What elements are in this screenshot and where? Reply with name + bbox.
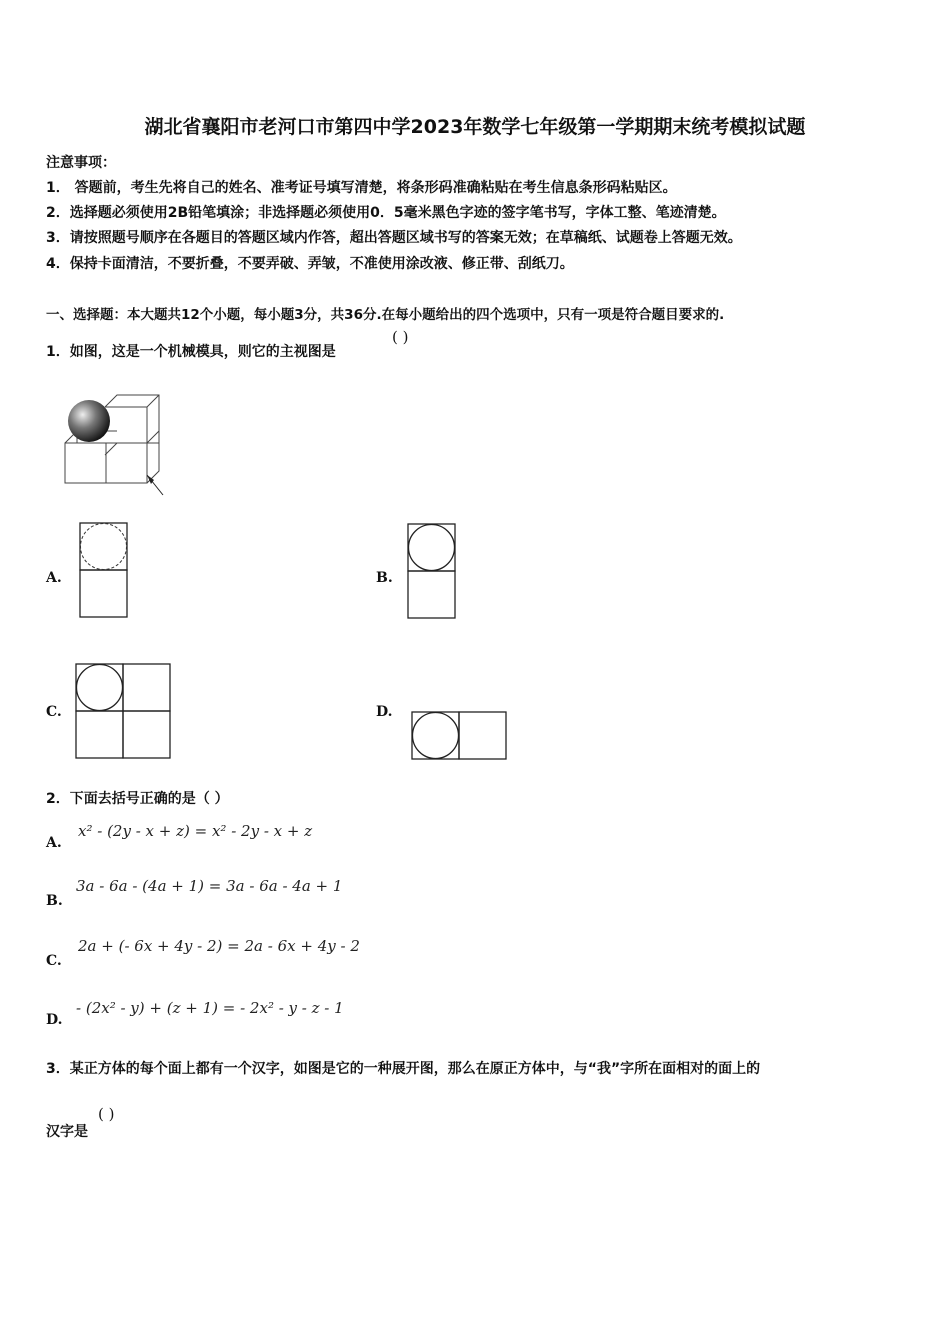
q1-option-a-figure xyxy=(78,521,130,619)
q3-answer-paren: ( ) xyxy=(98,1105,115,1123)
notice-item: 2．选择题必须使用2B铅笔填涂；非选择题必须使用0．5毫米黑色字迹的签字笔书写，字体工整、笔迹清楚。 xyxy=(46,205,726,221)
notice-item: 1． 答题前，考生先将自己的姓名、准考证号填写清楚，将条形码准确粘贴在考生信息条形码粘贴区。 xyxy=(46,180,677,196)
q1-mold-figure xyxy=(55,385,175,505)
q2-option-a-expr: x² - (2y - x + z) = x² - 2y - x + z xyxy=(78,822,313,840)
q1-option-b-label: B. xyxy=(376,570,393,586)
q3-stem-continued: 汉字是 xyxy=(46,1124,88,1140)
q1-option-a-label: A. xyxy=(46,570,62,586)
notice-item: 4．保持卡面清洁，不要折叠，不要弄破、弄皱，不准使用涂改液、修正带、刮纸刀。 xyxy=(46,256,574,272)
q2-option-c-label: C. xyxy=(46,953,62,969)
q2-option-b-expr: 3a - 6a - (4a + 1) = 3a - 6a - 4a + 1 xyxy=(76,877,343,895)
q1-option-c-label: C. xyxy=(46,704,62,720)
q1-option-b-figure xyxy=(406,522,458,620)
q2-stem: 2．下面去括号正确的是（ ） xyxy=(46,791,229,807)
section-heading: 一、选择题：本大题共12个小题，每小题3分，共36分.在每小题给出的四个选项中，只有一项是符合题目要求的. xyxy=(46,307,725,323)
q3-stem: 3．某正方体的每个面上都有一个汉字，如图是它的一种展开图，那么在原正方体中，与“我”字所在面相对的面上的 xyxy=(46,1061,761,1077)
q1-option-c-figure xyxy=(74,662,173,760)
q2-option-d-expr: - (2x² - y) + (z + 1) = - 2x² - y - z - 1 xyxy=(76,999,344,1017)
q1-option-d-label: D. xyxy=(376,704,393,720)
notice-heading: 注意事项： xyxy=(46,155,116,171)
q1-option-d-figure xyxy=(410,710,509,761)
q2-option-b-label: B. xyxy=(46,893,63,909)
q2-option-d-label: D. xyxy=(46,1012,63,1028)
q2-option-c-expr: 2a + (- 6x + 4y - 2) = 2a - 6x + 4y - 2 xyxy=(78,937,360,955)
q1-stem: 1．如图，这是一个机械模具，则它的主视图是 xyxy=(46,344,336,360)
notice-item: 3．请按照题号顺序在各题目的答题区域内作答，超出答题区域书写的答案无效；在草稿纸、试题卷上答题无效。 xyxy=(46,230,742,246)
page-title: 湖北省襄阳市老河口市第四中学2023年数学七年级第一学期期末统考模拟试题 xyxy=(144,116,806,138)
q2-option-a-label: A. xyxy=(46,835,62,851)
q1-answer-paren: ( ) xyxy=(392,328,409,346)
